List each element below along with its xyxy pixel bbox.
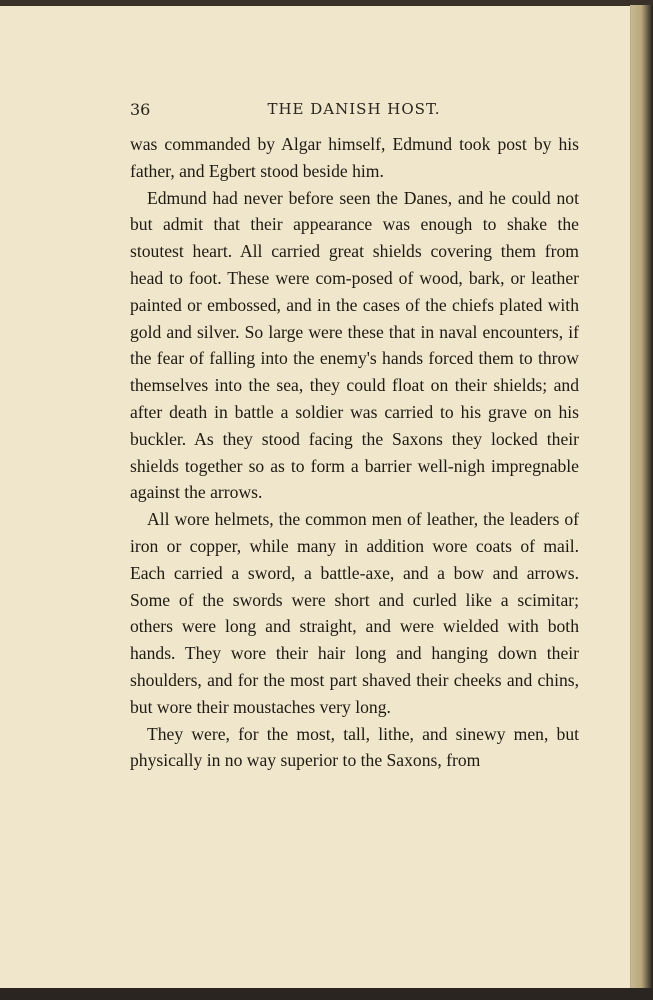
- paragraph: All wore helmets, the common men of leather, the leaders of iron or copper, while many in addition wore coats of mail. Each carried a sword, a battle-axe, and a bow and arrows. Some of the swords were short and curled like a scimitar; others were long and straight, and were wielded with both hands. They wore their hair long and hanging down their shoulders, and for the most part shaved their cheeks and chins, but wore their moustaches very long.: [130, 509, 579, 717]
- paragraph: Edmund had never before seen the Danes, and he could not but admit that their appearance was enough to shake the stoutest heart. All carried great shields covering them from head to foot. These were com-posed of wood, bark, or leather painted or embossed, and in the cases of the chiefs plated with gold and silver. So large were these that in naval encounters, if the fear of falling into the enemy's hands forced them to throw themselves into the sea, they could float on their shields; and after death in battle a soldier was carried to his grave on his buckler. As they stood facing the Saxons they locked their shields together so as to form a barrier well-nigh impregnable against the arrows.: [130, 187, 579, 503]
- page-body: [130, 131, 579, 774]
- book-spine-edge: [630, 5, 653, 1000]
- paragraph: was commanded by Algar himself, Edmund took post by his father, and Egbert stood beside him.: [130, 134, 579, 181]
- page-header: [130, 100, 578, 122]
- paragraph: They were, for the most, tall, lithe, and sinewy men, but physically in no way superior to the Saxons, from: [130, 723, 579, 771]
- page-number: 36: [130, 100, 151, 119]
- book-bottom-edge: [0, 988, 653, 1000]
- running-title: THE DANISH HOST.: [267, 100, 441, 118]
